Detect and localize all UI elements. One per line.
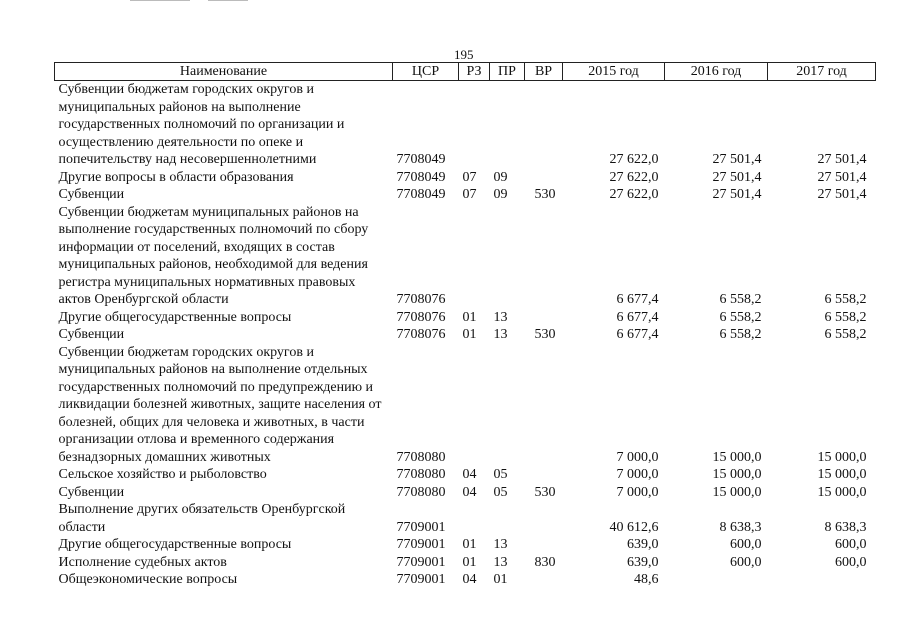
- cell-csr: 7708080: [396, 449, 446, 465]
- cell-y2017: 15 000,0: [817, 449, 867, 465]
- cell-csr: 7708049: [396, 187, 446, 202]
- page-number: 195: [454, 47, 474, 62]
- cell-csr: 7709001: [396, 519, 446, 535]
- cell-csr: 7708080: [396, 467, 446, 482]
- cell-csr: 7709001: [396, 537, 446, 552]
- cell-y2016: 27 501,4: [712, 187, 762, 202]
- cell-rz: 01: [462, 309, 477, 325]
- header-vr: ВР: [525, 63, 563, 81]
- cell-y2015: 6 677,4: [616, 327, 659, 342]
- cell-csr: 7708049: [396, 169, 446, 185]
- cell-y2016: 600,0: [730, 537, 762, 552]
- cell-csr: 7708080: [396, 484, 446, 500]
- cell-y2015: 7 000,0: [616, 484, 659, 500]
- header-name: Наименование: [55, 63, 393, 81]
- cell-y2017: 27 501,4: [817, 152, 867, 167]
- cell-pr: 09: [493, 169, 508, 185]
- cell-name: Субвенции бюджетам муниципальных районов на выполнение государственных полномочий по сбору информации от поселений, входящих в состав муниципальных районов, необходимой для ведения регистра муниципальных нормативных правовых актов Оренбургской области: [58, 204, 369, 307]
- cell-pr: [490, 501, 525, 536]
- cell-csr: 7708076: [396, 327, 446, 342]
- cell-name: Субвенции: [58, 484, 125, 500]
- cell-name: Субвенции бюджетам городских округов и муниципальных районов на выполнение государственных полномочий по организации и осуществлению деятельности по опеке и попечительству над несовершеннолетними: [58, 82, 345, 167]
- table-row: [55, 536, 876, 554]
- cell-name: Субвенции: [58, 187, 125, 202]
- cell-y2017: 15 000,0: [817, 484, 867, 500]
- cell-pr: [490, 344, 525, 467]
- cell-vr: [525, 309, 563, 327]
- cell-y2016: 15 000,0: [712, 449, 762, 465]
- cell-csr: 7708049: [396, 152, 446, 167]
- header-2015: 2015 год: [563, 63, 665, 81]
- cell-name: Сельское хозяйство и рыболовство: [58, 467, 267, 482]
- cell-pr: 05: [493, 467, 508, 482]
- cell-pr: 13: [493, 309, 508, 325]
- cell-vr: 530: [534, 327, 556, 342]
- header-pr: ПР: [490, 63, 525, 81]
- scan-edge-mark: [130, 0, 190, 1]
- cell-vr: [525, 169, 563, 187]
- cell-vr: [525, 536, 563, 554]
- cell-y2015: 27 622,0: [609, 152, 659, 167]
- cell-vr: [525, 571, 563, 589]
- table-row: [55, 169, 876, 187]
- table-row: [55, 484, 876, 502]
- cell-name: Выполнение других обязательств Оренбургской области: [58, 502, 346, 535]
- cell-y2017: 600,0: [835, 554, 867, 570]
- table-row: [55, 501, 876, 536]
- table-row: [55, 309, 876, 327]
- cell-rz: 01: [462, 327, 477, 342]
- cell-name: Другие общегосударственные вопросы: [58, 537, 292, 552]
- table-row: [55, 466, 876, 484]
- cell-y2015: 639,0: [627, 537, 659, 552]
- cell-name: Субвенции: [58, 327, 125, 342]
- cell-pr: [490, 204, 525, 309]
- cell-y2015: 6 677,4: [616, 292, 659, 307]
- cell-name: Исполнение судебных актов: [58, 554, 227, 570]
- cell-y2017: 15 000,0: [817, 467, 867, 482]
- cell-y2017: [768, 571, 876, 589]
- table-row: [55, 554, 876, 572]
- cell-y2015: 639,0: [627, 554, 659, 570]
- cell-vr: [525, 466, 563, 484]
- cell-vr: 530: [534, 187, 556, 202]
- cell-vr: [525, 204, 563, 309]
- header-rz: РЗ: [459, 63, 490, 81]
- cell-name: Другие общегосударственные вопросы: [58, 309, 292, 325]
- cell-y2016: 6 558,2: [719, 309, 762, 325]
- cell-rz: 01: [462, 554, 477, 570]
- cell-pr: 01: [493, 572, 508, 587]
- header-2017: 2017 год: [768, 63, 876, 81]
- cell-y2017: 6 558,2: [824, 292, 867, 307]
- header-2016: 2016 год: [665, 63, 768, 81]
- cell-y2017: 6 558,2: [824, 327, 867, 342]
- cell-vr: 830: [534, 554, 556, 570]
- table-row: [55, 81, 876, 169]
- cell-rz: [459, 204, 490, 309]
- cell-y2017: 8 638,3: [824, 519, 867, 535]
- cell-name: Другие вопросы в области образования: [58, 169, 294, 185]
- cell-rz: 04: [462, 484, 477, 500]
- cell-rz: 07: [462, 169, 477, 185]
- cell-vr: [525, 501, 563, 536]
- cell-y2017: 27 501,4: [817, 169, 867, 185]
- cell-y2016: 6 558,2: [719, 292, 762, 307]
- cell-y2017: 6 558,2: [824, 309, 867, 325]
- cell-y2016: 8 638,3: [719, 519, 762, 535]
- cell-pr: 13: [493, 537, 508, 552]
- cell-y2016: 27 501,4: [712, 152, 762, 167]
- cell-y2015: 6 677,4: [616, 309, 659, 325]
- cell-y2016: 27 501,4: [712, 169, 762, 185]
- cell-rz: 07: [462, 187, 477, 202]
- cell-rz: [459, 81, 490, 169]
- cell-pr: 05: [493, 484, 508, 500]
- cell-csr: 7709001: [396, 554, 446, 570]
- cell-y2015: 27 622,0: [609, 169, 659, 185]
- cell-y2016: 6 558,2: [719, 327, 762, 342]
- table-body: [55, 81, 876, 589]
- table-row: [55, 186, 876, 204]
- cell-pr: 13: [493, 554, 508, 570]
- table-header-row: [55, 63, 876, 81]
- cell-name: Общеэкономические вопросы: [58, 572, 238, 587]
- header-csr: ЦСР: [393, 63, 459, 81]
- cell-y2015: 40 612,6: [609, 519, 659, 535]
- cell-y2016: 15 000,0: [712, 484, 762, 500]
- cell-rz: 01: [462, 537, 477, 552]
- cell-name: Субвенции бюджетам городских округов и муниципальных районов на выполнение отдельных государственных полномочий по предупреждению и ликвидации болезней животных, защите населения от болезней, общих для человека и животных, в части организации отлова и временного содержания безнадзорных домашних животных: [58, 344, 382, 465]
- cell-csr: 7708076: [396, 292, 446, 307]
- cell-pr: [490, 81, 525, 169]
- cell-y2016: 15 000,0: [712, 467, 762, 482]
- cell-rz: [459, 344, 490, 467]
- cell-y2017: 27 501,4: [817, 187, 867, 202]
- cell-pr: 13: [493, 327, 508, 342]
- cell-y2015: 48,6: [634, 572, 659, 587]
- cell-y2016: 600,0: [730, 554, 762, 570]
- scan-edge-mark: [208, 0, 248, 1]
- cell-y2017: 600,0: [835, 537, 867, 552]
- cell-vr: 530: [534, 484, 556, 500]
- budget-table: [54, 62, 876, 589]
- table-row: [55, 344, 876, 467]
- cell-y2015: 27 622,0: [609, 187, 659, 202]
- table-row: [55, 204, 876, 309]
- cell-y2015: 7 000,0: [616, 449, 659, 465]
- cell-csr: 7708076: [396, 309, 446, 325]
- cell-rz: [459, 501, 490, 536]
- cell-rz: 04: [462, 572, 477, 587]
- cell-vr: [525, 81, 563, 169]
- cell-vr: [525, 344, 563, 467]
- cell-y2016: [665, 571, 768, 589]
- table-row: [55, 571, 876, 589]
- cell-rz: 04: [462, 467, 477, 482]
- cell-csr: 7709001: [396, 572, 446, 587]
- table-row: [55, 326, 876, 344]
- cell-pr: 09: [493, 187, 508, 202]
- cell-y2015: 7 000,0: [616, 467, 659, 482]
